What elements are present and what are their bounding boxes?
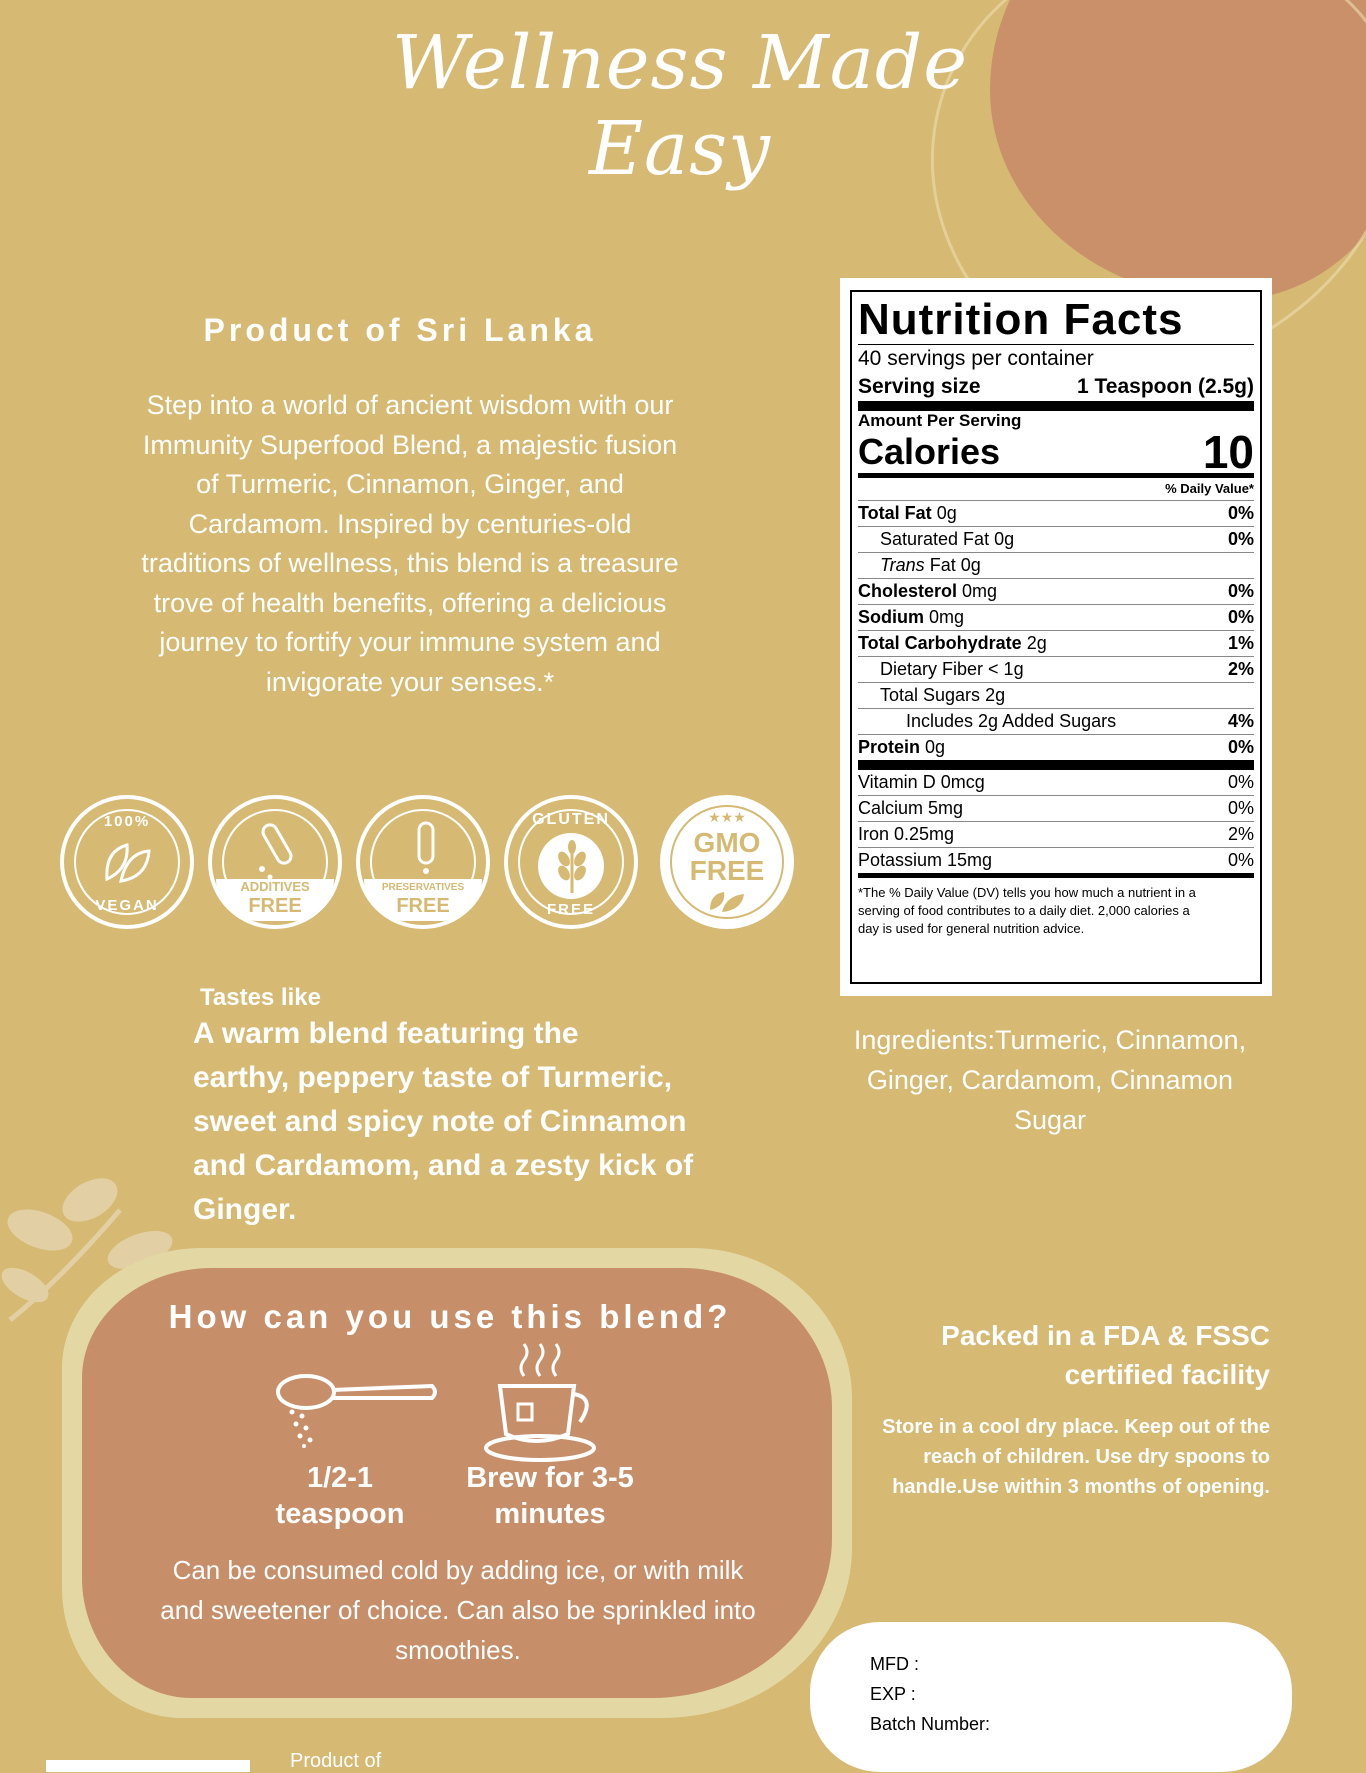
ingredients-line: Ginger, Cardamom, Cinnamon — [866, 1065, 1234, 1095]
tastes-text — [193, 1012, 733, 1232]
vegan-badge — [60, 795, 194, 929]
intro-line: journey to fortify your immune system and — [159, 627, 661, 657]
intro-line: traditions of wellness, this blend is a treasure — [141, 548, 679, 578]
intro-line: of Turmeric, Cinnamon, Ginger, and — [196, 469, 624, 499]
footer-text: Product of — [290, 1750, 382, 1772]
nutrient-row: Includes 2g Added Sugars 4% — [858, 708, 1254, 734]
nutrient-row: Sodium 0mg 0% — [858, 604, 1254, 630]
nutrient-row: Total Sugars 2g — [858, 682, 1254, 708]
spoon-icon — [272, 1368, 442, 1448]
nutrition-footnote: *The % Daily Value (DV) tells you how much a nutrient in a serving of food contributes to a daily diet. 2,000 calories a day is used for general nutrition advice. — [858, 885, 1196, 936]
additives-free-badge — [208, 795, 342, 929]
nutrient-row: Total Fat 0g 0% — [858, 500, 1254, 526]
tastes-line: sweet and spicy note of Cinnamon — [193, 1105, 687, 1138]
leaf-icon — [706, 890, 748, 914]
dose-line: 1/2-1 — [306, 1462, 374, 1494]
calories-label: Calories — [858, 431, 1001, 472]
nutrient-row: Protein 0g 0% — [858, 734, 1254, 760]
packed-line: Packed in a FDA & FSSC — [941, 1320, 1270, 1351]
tastes-line: and Cardamom, and a zesty kick of — [193, 1149, 694, 1182]
gluten-free-badge — [504, 795, 638, 929]
preservatives-badge-line1: PRESERVATIVES — [381, 882, 465, 893]
tastes-line: earthy, peppery taste of Turmeric, — [193, 1061, 673, 1094]
intro-line: Immunity Superfood Blend, a majestic fusion — [142, 429, 678, 460]
ingredients-line: Sugar — [1013, 1105, 1087, 1135]
exp-label: EXP : — [870, 1684, 916, 1704]
serving-size-label: Serving size — [858, 375, 981, 398]
storage-line: handle.Use within 3 months of opening. — [892, 1476, 1270, 1498]
tastes-line: A warm blend featuring the — [193, 1017, 579, 1050]
storage-text — [860, 1412, 1270, 1502]
vitamin-row: Potassium 15mg 0% — [858, 847, 1254, 873]
wheat-icon — [554, 839, 590, 895]
ingredients-text — [830, 1020, 1270, 1140]
usage-line: and sweetener of choice. Can also be sprinkled into — [160, 1595, 756, 1625]
origin-title: Product of Sri Lanka — [203, 312, 597, 348]
nutrient-row: Dietary Fiber < 1g 2% — [858, 656, 1254, 682]
gmo-badge-line2: FREE — [689, 855, 765, 886]
usage-line: Can be consumed cold by adding ice, or with milk — [172, 1555, 744, 1585]
intro-line: invigorate your senses.* — [265, 666, 555, 697]
stars-icon: ★★★ — [708, 809, 746, 825]
ingredients-line: Ingredients:Turmeric, Cinnamon, — [853, 1025, 1247, 1055]
test-tube-icon — [406, 821, 446, 881]
dose-line: teaspoon — [275, 1498, 405, 1530]
brew-line: Brew for 3-5 — [466, 1462, 634, 1494]
manufacture-info-box — [810, 1622, 1292, 1772]
intro-line: trove of health benefits, offering a delicious — [153, 587, 667, 618]
vegan-badge-top: 100% — [103, 813, 151, 830]
amount-per-serving: Amount Per Serving — [858, 411, 1022, 430]
tastes-label: Tastes like — [200, 984, 321, 1011]
headline: Wellness Made Easy — [391, 20, 969, 192]
nutrient-row: Total Carbohydrate 2g 1% — [858, 630, 1254, 656]
usage-text — [108, 1550, 808, 1670]
footer-bar — [46, 1760, 250, 1772]
daily-value-header: % Daily Value* — [1165, 481, 1254, 496]
gluten-badge-top: GLUTEN — [532, 811, 610, 828]
nutrient-row: Trans Fat 0g — [858, 552, 1254, 578]
vegan-badge-bottom: VEGAN — [95, 897, 159, 914]
intro-text — [110, 386, 710, 702]
tea-cup-icon — [484, 1338, 604, 1468]
storage-line: reach of children. Use dry spoons to — [923, 1446, 1270, 1468]
additives-badge-line2: FREE — [248, 895, 302, 917]
vitamin-row: Vitamin D 0mcg 0% — [858, 772, 1254, 792]
servings-per-container: 40 servings per container — [858, 347, 1094, 370]
vitamin-row: Calcium 5mg 0% — [858, 795, 1254, 821]
packed-line: certified facility — [1064, 1359, 1270, 1390]
packed-facility-text — [880, 1316, 1270, 1394]
nutrient-row: Cholesterol 0mg 0% — [858, 578, 1254, 604]
test-tube-icon — [252, 821, 304, 881]
gmo-free-badge — [660, 795, 794, 929]
vitamin-row: Iron 0.25mg 2% — [858, 821, 1254, 847]
nutrition-facts-panel — [840, 278, 1272, 996]
batch-number-label: Batch Number: — [870, 1714, 991, 1734]
gmo-badge-line1: GMO — [693, 827, 761, 858]
usage-title: How can you use this blend? — [168, 1298, 732, 1335]
brew-line: minutes — [494, 1498, 606, 1530]
calories-value: 10 — [1202, 426, 1254, 478]
gluten-badge-bottom: FREE — [546, 901, 595, 918]
nutrient-row: Saturated Fat 0g 0% — [858, 526, 1254, 552]
leaf-icon — [101, 839, 153, 885]
serving-size-value: 1 Teaspoon (2.5g) — [1077, 375, 1254, 398]
mfd-label: MFD : — [870, 1654, 919, 1674]
tastes-line: Ginger. — [193, 1193, 297, 1226]
storage-line: Store in a cool dry place. Keep out of the — [882, 1416, 1270, 1438]
brew-text — [450, 1460, 650, 1532]
intro-line: Step into a world of ancient wisdom with our — [146, 390, 674, 420]
preservatives-free-badge — [356, 795, 490, 929]
preservatives-badge-line2: FREE — [396, 895, 450, 917]
intro-line: Cardamom. Inspired by centuries-old — [188, 508, 632, 539]
usage-line: smoothies. — [395, 1635, 521, 1665]
nutrition-title: Nutrition Facts — [858, 295, 1184, 344]
dose-text — [260, 1460, 420, 1532]
additives-badge-line1: ADDITIVES — [240, 879, 310, 894]
